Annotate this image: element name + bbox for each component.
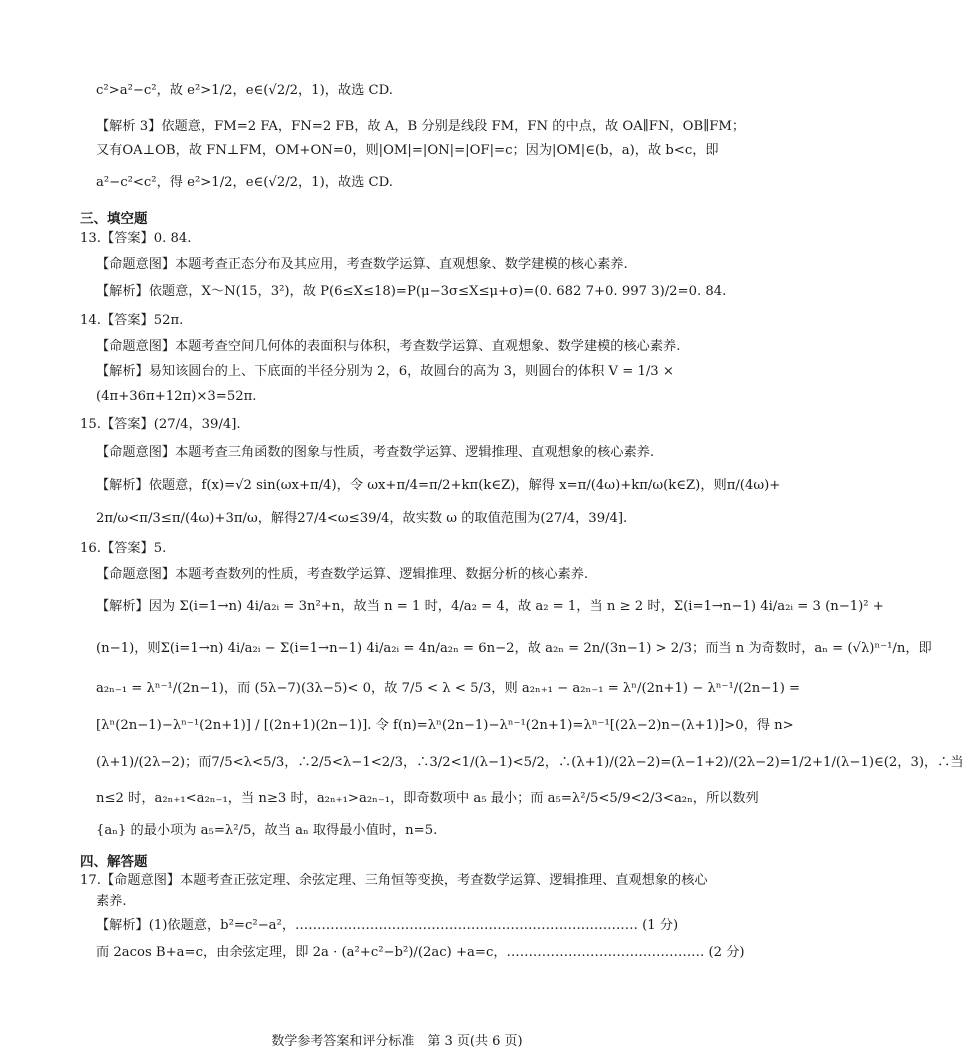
q13-answer: 13.【答案】0. 84. bbox=[80, 231, 192, 246]
q17-solution-1: 【解析】(1)依题意，b²=c²−a²，…………………………………………………………………… (1 分) bbox=[96, 918, 679, 933]
q16-answer: 16.【答案】5. bbox=[80, 541, 167, 556]
page-footer: 数学参考答案和评分标准 第 3 页(共 6 页) bbox=[271, 1034, 523, 1049]
line-2: 【解析 3】依题意，FM=2 FA，FN=2 FB，故 A，B 分别是线段 FM，FN 的中点，故 OA∥FN，OB∥FM； bbox=[96, 119, 746, 134]
q14-solution: 【解析】易知该圆台的上、下底面的半径分别为 2，6，故圆台的高为 3，则圆台的体积 V = 1/3 × bbox=[96, 364, 674, 379]
q14-solution-2: (4π+36π+12π)×3=52π. bbox=[96, 389, 257, 404]
q15-solution-2: 2π/ω<π/3≤π/(4ω)+3π/ω，解得27/4<ω≤39/4，故实数 ω 的取值范围为(27/4，39/4]. bbox=[96, 511, 628, 526]
q17-intent-2: 素养. bbox=[96, 894, 127, 909]
q16-solution-2: (n−1)，则Σ(i=1→n) 4i/a₂ᵢ − Σ(i=1→n−1) 4i/a₂ᵢ = 4n/a₂ₙ = 6n−2，故 a₂ₙ = 2n/(3n−1) > 2/3；而当 n 为奇数时，aₙ = (√λ)ⁿ⁻¹/n，即 bbox=[96, 641, 932, 656]
q15-answer: 15.【答案】(27/4，39/4]. bbox=[80, 417, 241, 432]
q16-solution-4: [λⁿ(2n−1)−λⁿ⁻¹(2n+1)] / [(2n+1)(2n−1)]. 令 f(n)=λⁿ(2n−1)−λⁿ⁻¹(2n+1)=λⁿ⁻¹[(2λ−2)n−(λ+1)]>0，得 n> bbox=[96, 718, 794, 733]
section-heading-fill-blank: 三、填空题 bbox=[80, 211, 148, 227]
q17-intent: 17.【命题意图】本题考查正弦定理、余弦定理、三角恒等变换，考查数学运算、逻辑推理、直观想象的核心 bbox=[80, 873, 708, 888]
section-heading-solutions: 四、解答题 bbox=[80, 854, 148, 870]
line-3: 又有OA⊥OB，故 FN⊥FM，OM+ON=0，则|OM|=|ON|=|OF|=c；因为|OM|∈(b，a)，故 b<c，即 bbox=[96, 143, 719, 158]
line-1: c²>a²−c²，故 e²>1/2，e∈(√2/2，1)，故选 CD. bbox=[96, 83, 393, 98]
q14-answer: 14.【答案】52π. bbox=[80, 313, 184, 328]
q16-solution-3: a₂ₙ₋₁ = λⁿ⁻¹/(2n−1)，而 (5λ−7)(3λ−5)< 0，故 7/5 < λ < 5/3，则 a₂ₙ₊₁ − a₂ₙ₋₁ = λⁿ/(2n+1) − λⁿ⁻¹/(2n−1) = bbox=[96, 681, 801, 696]
q16-solution-5: (λ+1)/(2λ−2)；而7/5<λ<5/3，∴2/5<λ−1<2/3，∴3/2<1/(λ−1)<5/2，∴(λ+1)/(2λ−2)=(λ−1+2)/(2λ−2)=1/2+1/(λ−1)∈(2，3)，∴当 bbox=[96, 755, 964, 770]
line-4: a²−c²<c²，得 e²>1/2，e∈(√2/2，1)，故选 CD. bbox=[96, 175, 393, 190]
q15-solution: 【解析】依题意，f(x)=√2 sin(ωx+π/4)，令 ωx+π/4=π/2+kπ(k∈Z)，解得 x=π/(4ω)+kπ/ω(k∈Z)，则π/(4ω)+ bbox=[96, 478, 781, 493]
q13-intent: 【命题意图】本题考查正态分布及其应用，考查数学运算、直观想象、数学建模的核心素养. bbox=[96, 257, 628, 272]
q16-solution-6: n≤2 时，a₂ₙ₊₁<a₂ₙ₋₁，当 n≥3 时，a₂ₙ₊₁>a₂ₙ₋₁，即奇数项中 a₅ 最小；而 a₅=λ²/5<5/9<2/3<a₂ₙ，所以数列 bbox=[96, 791, 759, 806]
q16-intent: 【命题意图】本题考查数列的性质，考查数学运算、逻辑推理、数据分析的核心素养. bbox=[96, 567, 589, 582]
q17-solution-2: 而 2acos B+a=c，由余弦定理，即 2a · (a²+c²−b²)/(2ac) +a=c，……………………………………… (2 分) bbox=[96, 945, 745, 960]
q16-solution-7: {aₙ} 的最小项为 a₅=λ²/5，故当 aₙ 取得最小值时，n=5. bbox=[96, 823, 438, 838]
q13-solution: 【解析】依题意，X～N(15，3²)，故 P(6≤X≤18)=P(μ−3σ≤X≤μ+σ)=(0. 682 7+0. 997 3)/2=0. 84. bbox=[96, 284, 727, 299]
q16-solution-1: 【解析】因为 Σ(i=1→n) 4i/a₂ᵢ = 3n²+n，故当 n = 1 时，4/a₂ = 4，故 a₂ = 1，当 n ≥ 2 时，Σ(i=1→n−1) 4i/a₂ᵢ = 3 (n−1)² + bbox=[96, 599, 884, 614]
q14-intent: 【命题意图】本题考查空间几何体的表面积与体积，考查数学运算、直观想象、数学建模的核心素养. bbox=[96, 339, 681, 354]
q15-intent: 【命题意图】本题考查三角函数的图象与性质，考查数学运算、逻辑推理、直观想象的核心素养. bbox=[96, 445, 655, 460]
